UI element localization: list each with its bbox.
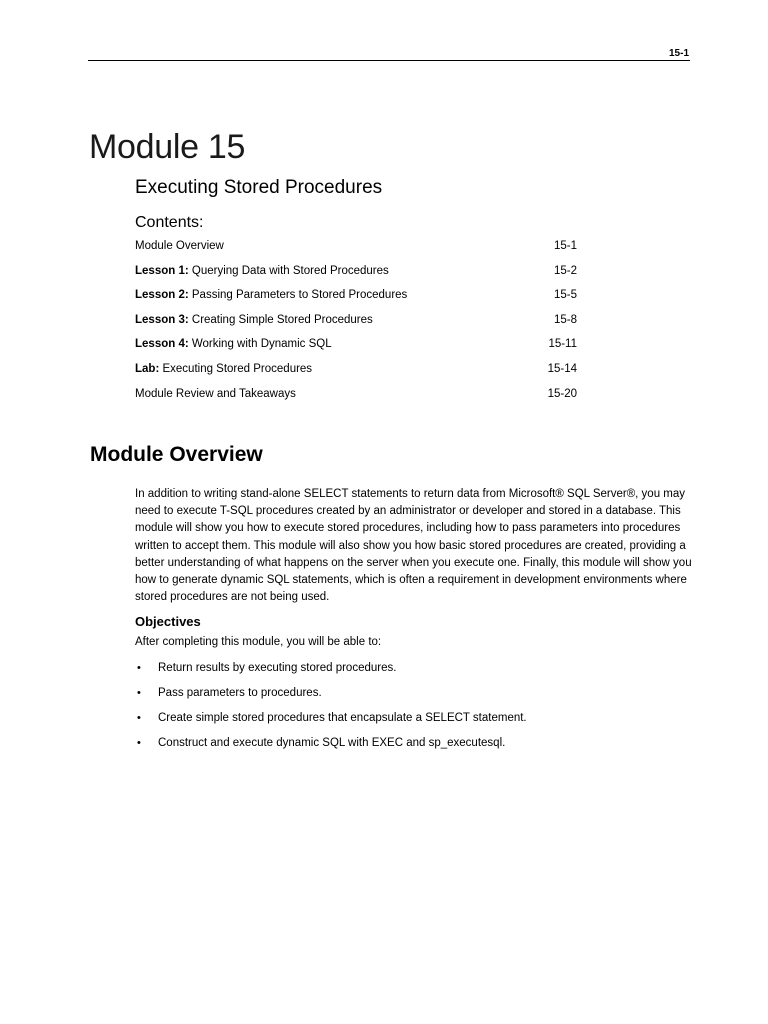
objective-text: Construct and execute dynamic SQL with EXEC and sp_executesql. — [158, 737, 506, 749]
objectives-heading: Objectives — [135, 614, 201, 629]
module-subtitle: Executing Stored Procedures — [135, 177, 383, 198]
toc-entry-page: 15-11 — [548, 338, 577, 351]
toc-entry-text: Module Overview — [135, 240, 224, 252]
toc-entry-prefix: Lab: — [135, 362, 160, 375]
header-rule — [88, 60, 690, 61]
toc-entry-label — [135, 336, 332, 352]
bullet-icon: • — [137, 687, 141, 699]
toc-entry-text: Querying Data with Stored Procedures — [188, 264, 389, 277]
toc-entry-lesson-2 — [135, 287, 577, 312]
toc-entry-text: Executing Stored Procedures — [159, 362, 313, 375]
toc-entry-page: 15-14 — [547, 362, 577, 375]
table-of-contents — [135, 238, 577, 410]
objective-item — [135, 660, 695, 685]
objectives-intro: After completing this module, you will be able to: — [135, 636, 382, 648]
toc-entry-lesson-3 — [135, 312, 577, 337]
objective-item — [135, 685, 695, 710]
toc-entry-prefix: Lesson 1: — [135, 264, 189, 277]
objective-text: Pass parameters to procedures. — [158, 687, 322, 699]
toc-entry-module-overview — [135, 238, 577, 263]
toc-entry-label — [135, 361, 312, 377]
toc-entry-label — [135, 287, 407, 303]
toc-entry-prefix: Lesson 4: — [135, 338, 189, 351]
toc-entry-page: 15-8 — [553, 313, 577, 326]
objective-text: Return results by executing stored procedures. — [158, 662, 397, 674]
toc-entry-lesson-4 — [135, 336, 577, 361]
toc-entry-module-review — [135, 386, 577, 411]
toc-entry-text: Passing Parameters to Stored Procedures — [188, 289, 408, 302]
toc-entry-page: 15-20 — [547, 387, 577, 400]
toc-entry-lesson-1 — [135, 263, 577, 288]
bullet-icon: • — [137, 712, 141, 724]
objective-item — [135, 735, 695, 760]
toc-entry-label — [135, 238, 224, 254]
toc-entry-prefix: Lesson 3: — [135, 313, 189, 326]
toc-entry-lab — [135, 361, 577, 386]
toc-entry-text: Module Review and Takeaways — [135, 387, 296, 400]
page-number: 15-1 — [668, 48, 689, 59]
bullet-icon: • — [137, 662, 141, 674]
toc-entry-text: Working with Dynamic SQL — [188, 338, 332, 351]
toc-entry-text: Creating Simple Stored Procedures — [188, 313, 373, 326]
module-title: Module 15 — [89, 128, 246, 166]
toc-entry-prefix: Lesson 2: — [135, 289, 189, 302]
toc-entry-page: 15-2 — [553, 264, 577, 277]
toc-entry-page: 15-5 — [553, 289, 577, 302]
objective-text: Create simple stored procedures that encapsulate a SELECT statement. — [158, 712, 527, 724]
toc-entry-label — [135, 263, 389, 279]
objectives-list — [135, 660, 695, 760]
overview-heading: Module Overview — [90, 443, 263, 466]
overview-paragraph: In addition to writing stand-alone SELECT statements to return data from Microsoft® SQL Server®, you may need to execute T-SQL procedures created by an administrator or developer and stored in a database. This module will show you how to execute stored procedures, including how to pass parameters into procedures written to accept them. This module will also show you how basic stored procedures are created, providing a better understanding of what happens on the server when you execute one. Finally, this module will show you how to generate dynamic SQL statements, which is often a requirement in development environments where stored procedures are not being used. — [135, 488, 692, 604]
objective-item — [135, 710, 695, 735]
contents-heading: Contents: — [135, 214, 204, 231]
toc-entry-label — [135, 312, 373, 328]
bullet-icon: • — [137, 737, 141, 749]
toc-entry-label — [135, 386, 296, 402]
toc-entry-page: 15-1 — [553, 240, 577, 252]
